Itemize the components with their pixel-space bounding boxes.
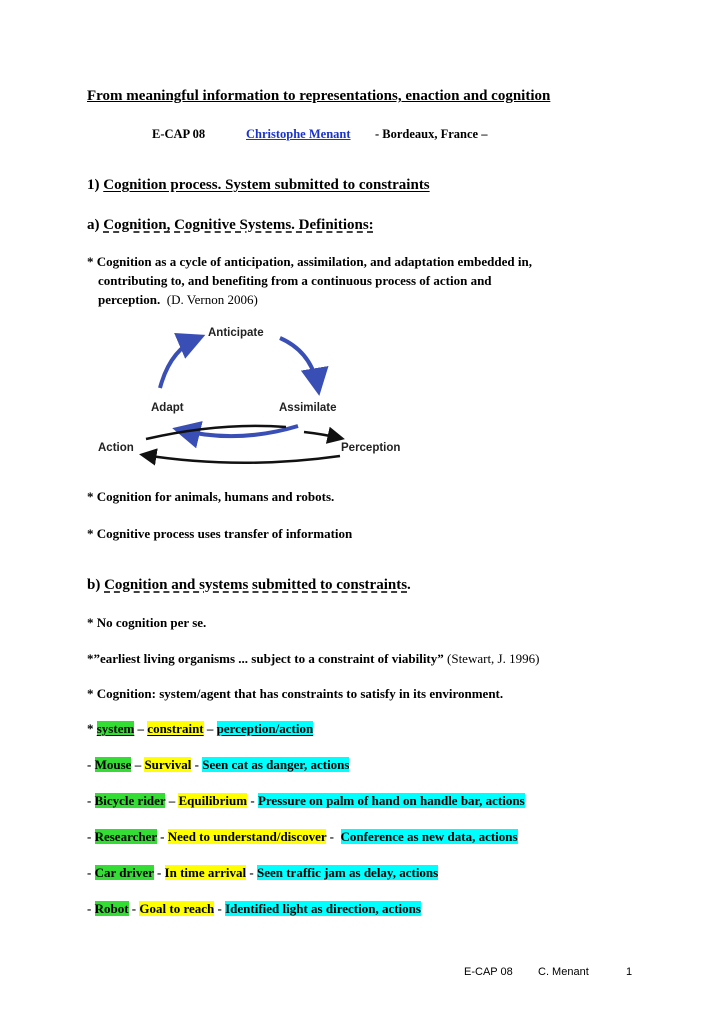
example-constraint: In time arrival bbox=[164, 865, 247, 880]
arrow-perception-to-action bbox=[144, 455, 340, 463]
definition-text: perception. bbox=[98, 292, 161, 307]
example-prefix: - bbox=[87, 757, 95, 772]
arrow-to-perception bbox=[304, 432, 340, 438]
example-sep: - bbox=[214, 901, 226, 916]
section-b-label: b) bbox=[87, 577, 105, 593]
section-1-heading bbox=[87, 177, 430, 194]
example-perception: Conference as new data, actions bbox=[340, 829, 518, 844]
section-b-heading bbox=[87, 577, 411, 594]
bullet-animals: * Cognition for animals, humans and robots. bbox=[87, 489, 335, 504]
example-sep: - bbox=[247, 793, 258, 808]
example-row-researcher bbox=[87, 829, 518, 845]
example-constraint: Survival bbox=[144, 757, 192, 772]
example-system: Mouse bbox=[94, 757, 132, 772]
section-a-label: a) bbox=[87, 217, 104, 233]
footer-page-number: 1 bbox=[626, 966, 633, 978]
example-perception: Seen traffic jam as delay, actions bbox=[256, 865, 439, 880]
arrow-anticipate-to-assimilate bbox=[280, 338, 318, 388]
example-row-bicycle-rider bbox=[87, 793, 525, 809]
cognition-cycle-diagram bbox=[90, 322, 430, 472]
example-perception: Pressure on palm of hand on handle bar, actions bbox=[257, 793, 525, 808]
arrow-adapt-to-anticipate bbox=[160, 338, 198, 388]
example-prefix: - bbox=[87, 901, 95, 916]
author-link[interactable]: Christophe Menant bbox=[246, 127, 351, 141]
example-system: Car driver bbox=[94, 865, 154, 880]
example-sep: – bbox=[131, 757, 145, 772]
section-a-title: Cognition, Cognitive Systems. Definitions: bbox=[103, 217, 374, 233]
example-sep: - bbox=[128, 901, 140, 916]
event-name: E-CAP 08 bbox=[152, 127, 206, 141]
definition-citation: (D. Vernon 2006) bbox=[166, 292, 258, 307]
example-perception: Seen cat as danger, actions bbox=[202, 757, 350, 772]
example-prefix: - bbox=[87, 829, 95, 844]
example-row-robot bbox=[87, 901, 421, 917]
section-b-title: Cognition and systems submitted to constraints bbox=[104, 577, 408, 593]
legend-perception-action: perception/action bbox=[216, 721, 314, 736]
section-a-heading bbox=[87, 217, 374, 234]
label-assimilate: Assimilate bbox=[279, 402, 337, 414]
definition-line-2: contributing to, and benefiting from a continuous process of action and bbox=[98, 273, 492, 288]
example-sep: - bbox=[153, 865, 165, 880]
example-prefix: - bbox=[87, 793, 95, 808]
location: - Bordeaux, France – bbox=[375, 127, 488, 141]
definition-line-3 bbox=[87, 290, 647, 309]
label-adapt: Adapt bbox=[151, 402, 184, 414]
bullet-cognition-system: * Cognition: system/agent that has constraints to satisfy in its environment. bbox=[87, 686, 504, 701]
example-sep: - bbox=[156, 829, 168, 844]
definition-line-1: * Cognition as a cycle of anticipation, assimilation, and adaptation embedded in, bbox=[87, 254, 532, 269]
bullet-information-transfer: * Cognitive process uses transfer of information bbox=[87, 526, 353, 541]
legend-prefix: * bbox=[87, 721, 97, 736]
legend-sep-1: – bbox=[134, 721, 148, 736]
bullet-stewart-quote bbox=[87, 651, 539, 667]
section-1-number: 1) bbox=[87, 177, 104, 193]
example-constraint: Equilibrium bbox=[178, 793, 248, 808]
example-constraint: Goal to reach bbox=[139, 901, 215, 916]
example-row-mouse bbox=[87, 757, 349, 773]
legend-constraint: constraint bbox=[147, 721, 204, 736]
cognition-definition bbox=[87, 252, 647, 309]
quote-citation: (Stewart, J. 1996) bbox=[447, 651, 540, 666]
legend-system: system bbox=[96, 721, 135, 736]
example-prefix: - bbox=[87, 865, 95, 880]
example-sep: – bbox=[165, 793, 179, 808]
example-sep: - bbox=[326, 829, 341, 844]
example-system: Researcher bbox=[94, 829, 157, 844]
label-anticipate: Anticipate bbox=[208, 327, 264, 339]
label-action: Action bbox=[98, 442, 134, 454]
example-system: Robot bbox=[94, 901, 129, 916]
section-b-period: . bbox=[407, 577, 411, 593]
footer-author: C. Menant bbox=[538, 966, 589, 978]
legend-sep-2: – bbox=[203, 721, 217, 736]
page-title: From meaningful information to representations, enaction and cognition bbox=[87, 88, 551, 104]
example-system: Bicycle rider bbox=[94, 793, 166, 808]
example-perception: Identified light as direction, actions bbox=[225, 901, 421, 916]
example-sep: - bbox=[191, 757, 203, 772]
label-perception: Perception bbox=[341, 442, 401, 454]
example-sep: - bbox=[246, 865, 257, 880]
section-1-title: Cognition process. System submitted to constraints bbox=[103, 177, 430, 193]
bullet-no-cognition: * No cognition per se. bbox=[87, 615, 207, 630]
example-row-car-driver bbox=[87, 865, 438, 881]
legend-row bbox=[87, 721, 313, 737]
example-constraint: Need to understand/discover bbox=[167, 829, 327, 844]
footer-event: E-CAP 08 bbox=[464, 966, 513, 978]
quote-text: *”earliest living organisms ... subject to a constraint of viability” bbox=[87, 651, 444, 666]
